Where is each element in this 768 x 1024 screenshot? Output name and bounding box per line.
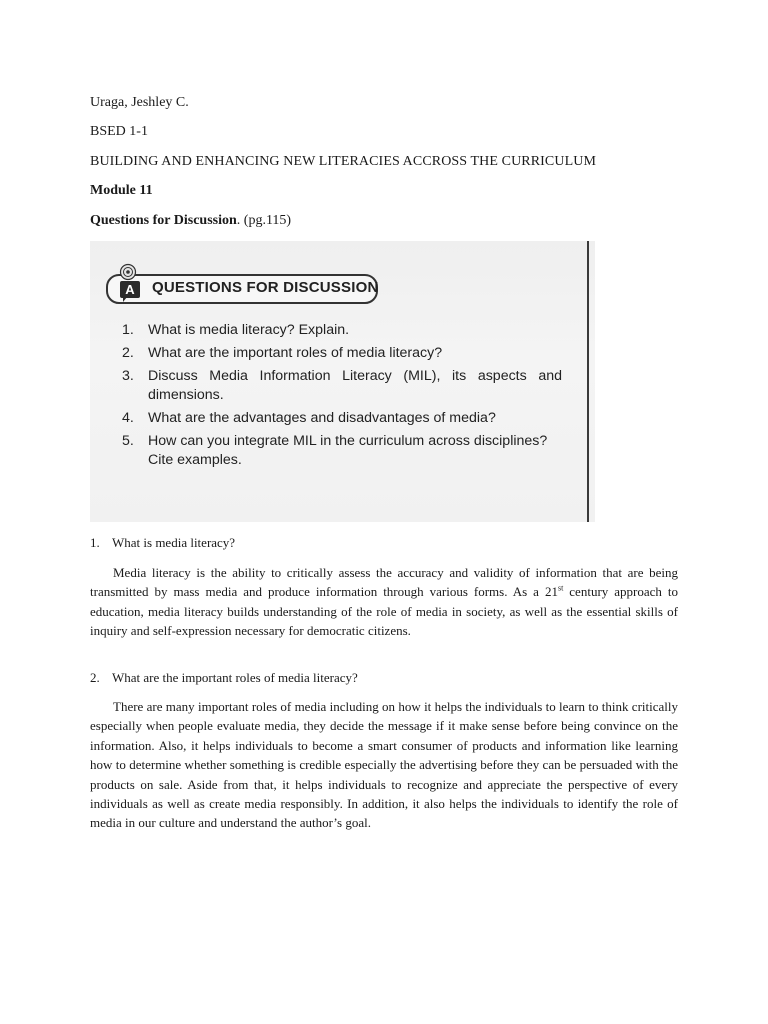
scan-banner — [106, 274, 378, 304]
answer-question-1: 1. What is media literacy? — [90, 535, 236, 550]
answer-paragraph-2: There are many important roles of media including on how it helps the individuals to learn to think critically especially when people evaluate media, they decide the message if it make sense before being convince on the information. Also, it helps individuals to become a smart consumer of products and information like learning how to determine whether something is credible especially the advertising before they can be persuaded with the products on sale. Aside from that, it helps individuals to recognize and appreciate the perspective of every individuals as well as create media responsibly. In addition, it also helps the individuals to identify the role of media in our culture and understand the author’s goal. — [90, 699, 678, 831]
questions-heading — [90, 213, 291, 229]
page-reference: . (pg.115) — [236, 213, 292, 228]
module-title: Module 11 — [90, 183, 153, 198]
scan-question-item: 3. Discuss Media Information Literacy (MIL), its aspects and dimensions. — [122, 368, 562, 403]
scanned-questions-image — [90, 241, 595, 522]
scan-banner-text: QUESTIONS FOR DISCUSSION — [152, 279, 379, 296]
student-name: Uraga, Jeshley C. — [90, 95, 189, 110]
class-section: BSED 1-1 — [90, 124, 148, 139]
scan-question-item: 5. How can you integrate MIL in the curriculum across disciplines? Cite examples. — [122, 433, 548, 468]
scan-question-item: 2. What are the important roles of media literacy? — [122, 345, 443, 361]
course-title: BUILDING AND ENHANCING NEW LITERACIES ACCROSS THE CURRICULUM — [90, 154, 596, 169]
questions-title: Questions for Discussion — [90, 213, 237, 228]
scan-question-list — [122, 321, 562, 474]
scan-question-item: 4. What are the advantages and disadvantages of media? — [122, 410, 496, 426]
discussion-badge-icon — [117, 263, 143, 303]
answer-paragraph-1: Media literacy is the ability to critically assess the accuracy and validity of information that are being transmitted by mass media and produce information through various forms. As a 21st century approach to education, media literacy builds understanding of the role of media in society, as well as the essential skills of inquiry and self-expression necessary for democratic citizens. — [90, 565, 679, 639]
scan-question-item: 1. What is media literacy? Explain. — [122, 322, 350, 338]
answer-question-2: 2. What are the important roles of media literacy? — [90, 670, 358, 685]
badge-letter: A — [125, 282, 135, 297]
scan-vertical-rule — [587, 241, 589, 522]
